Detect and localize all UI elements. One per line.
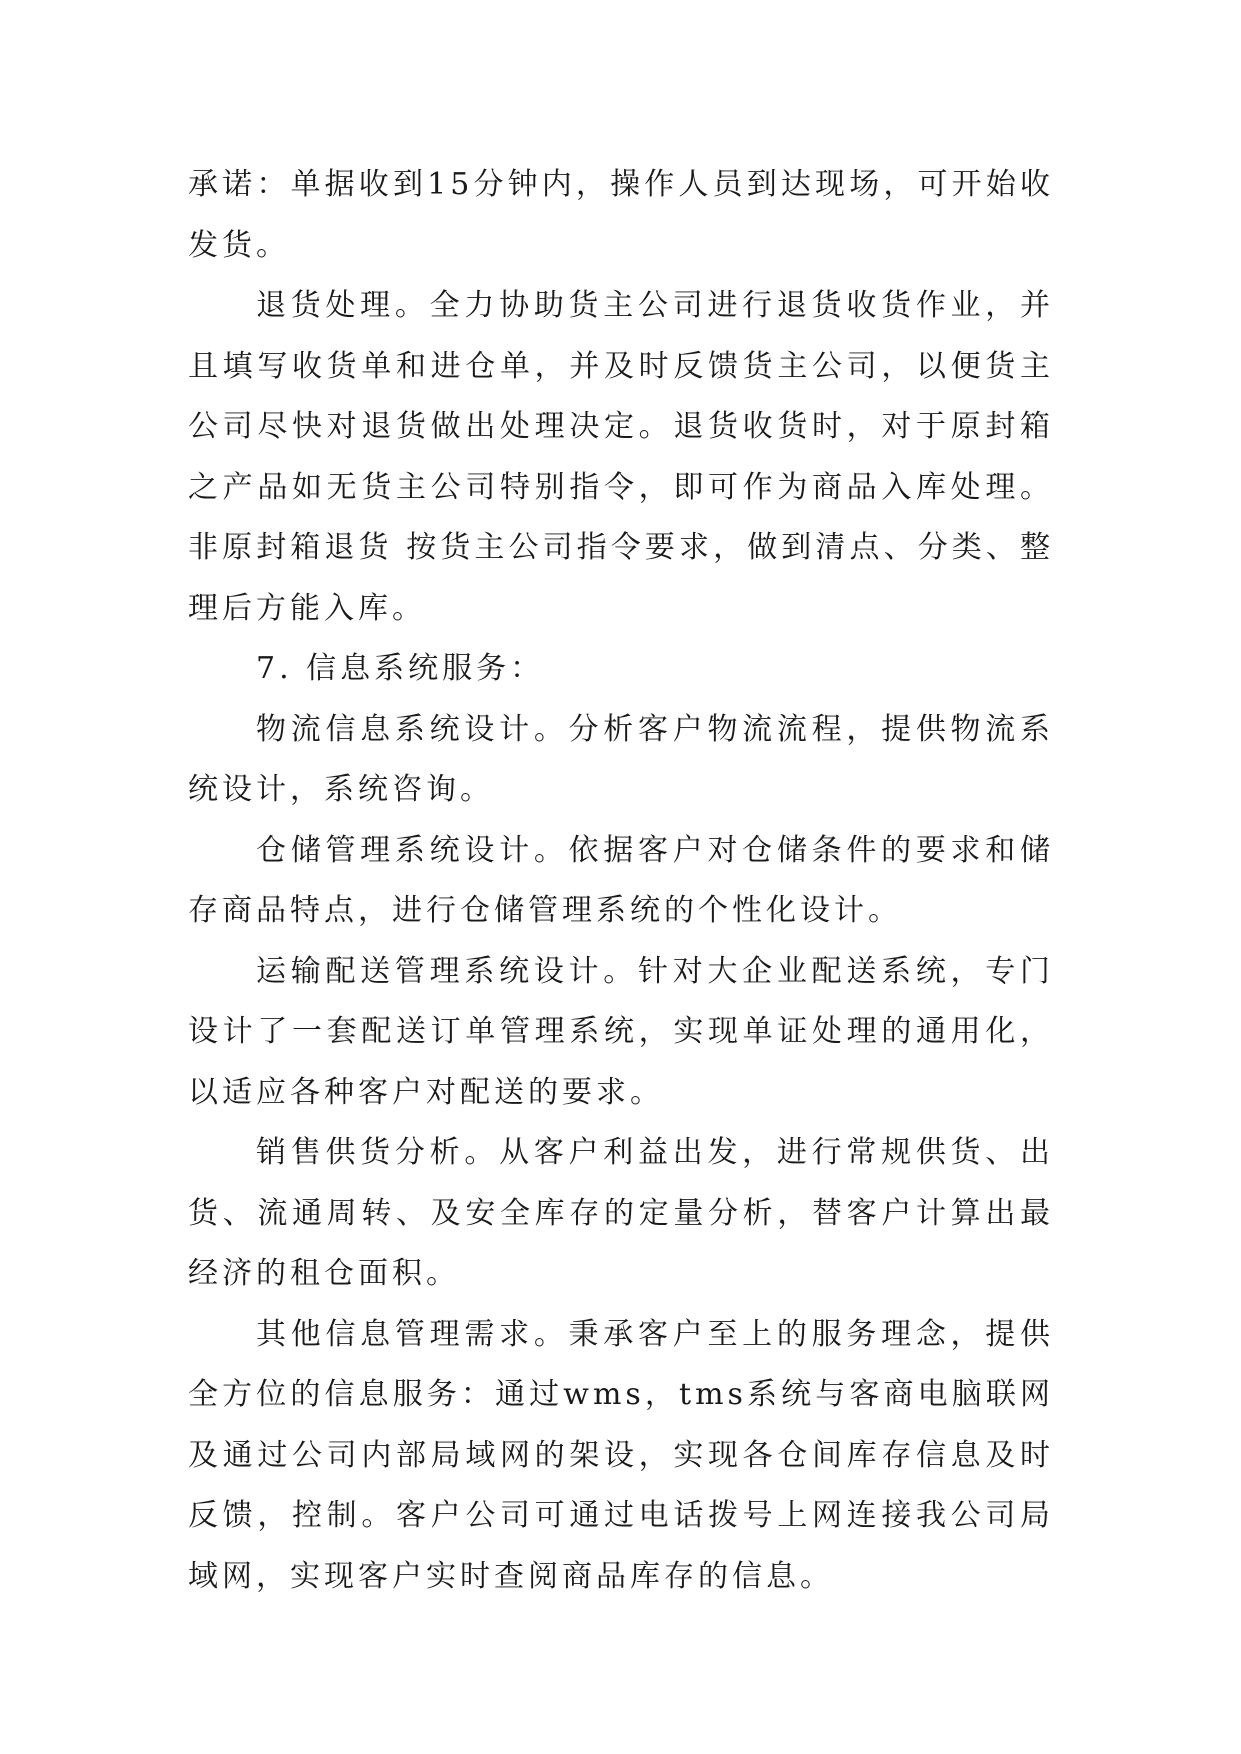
paragraph-returns-handling: 退货处理。全力协助货主公司进行退货收货作业，并且填写收货单和进仓单，并及时反馈货主公司，以便货主公司尽快对退货做出处理决定。退货收货时，对于原封箱之产品如无货主公司特别指令，即可作为商品入库处理。非原封箱退货 按货主公司指令要求，做到清点、分类、整理后方能入库。 [188, 288, 1054, 626]
section-heading-info-system-service: 7. 信息系统服务： [256, 651, 545, 686]
paragraph-logistics-info-system: 物流信息系统设计。分析客户物流流程，提供物流系统设计，系统咨询。 [188, 711, 1054, 807]
paragraph-commitment: 承诺：单据收到15分钟内，操作人员到达现场，可开始收发货。 [188, 167, 1054, 263]
paragraph-other-info-management: 其他信息管理需求。秉承客户至上的服务理念，提供全方位的信息服务：通过wms，tms系统与客商电脑联网及通过公司内部局域网的架设，实现各仓间库存信息及时反馈，控制。客户公司可通过电话拨号上网连接我公司局域网，实现客户实时查阅商品库存的信息。 [188, 1316, 1054, 1594]
paragraph-sales-supply-analysis: 销售供货分析。从客户利益出发，进行常规供货、出货、流通周转、及安全库存的定量分析，替客户计算出最经济的租仓面积。 [188, 1135, 1054, 1291]
paragraph-transport-distribution-system: 运输配送管理系统设计。针对大企业配送系统，专门设计了一套配送订单管理系统，实现单证处理的通用化，以适应各种客户对配送的要求。 [188, 953, 1054, 1110]
document-body [188, 155, 1054, 1607]
paragraph-warehouse-management-system: 仓储管理系统设计。依据客户对仓储条件的要求和储存商品特点，进行仓储管理系统的个性化设计。 [188, 832, 1054, 928]
